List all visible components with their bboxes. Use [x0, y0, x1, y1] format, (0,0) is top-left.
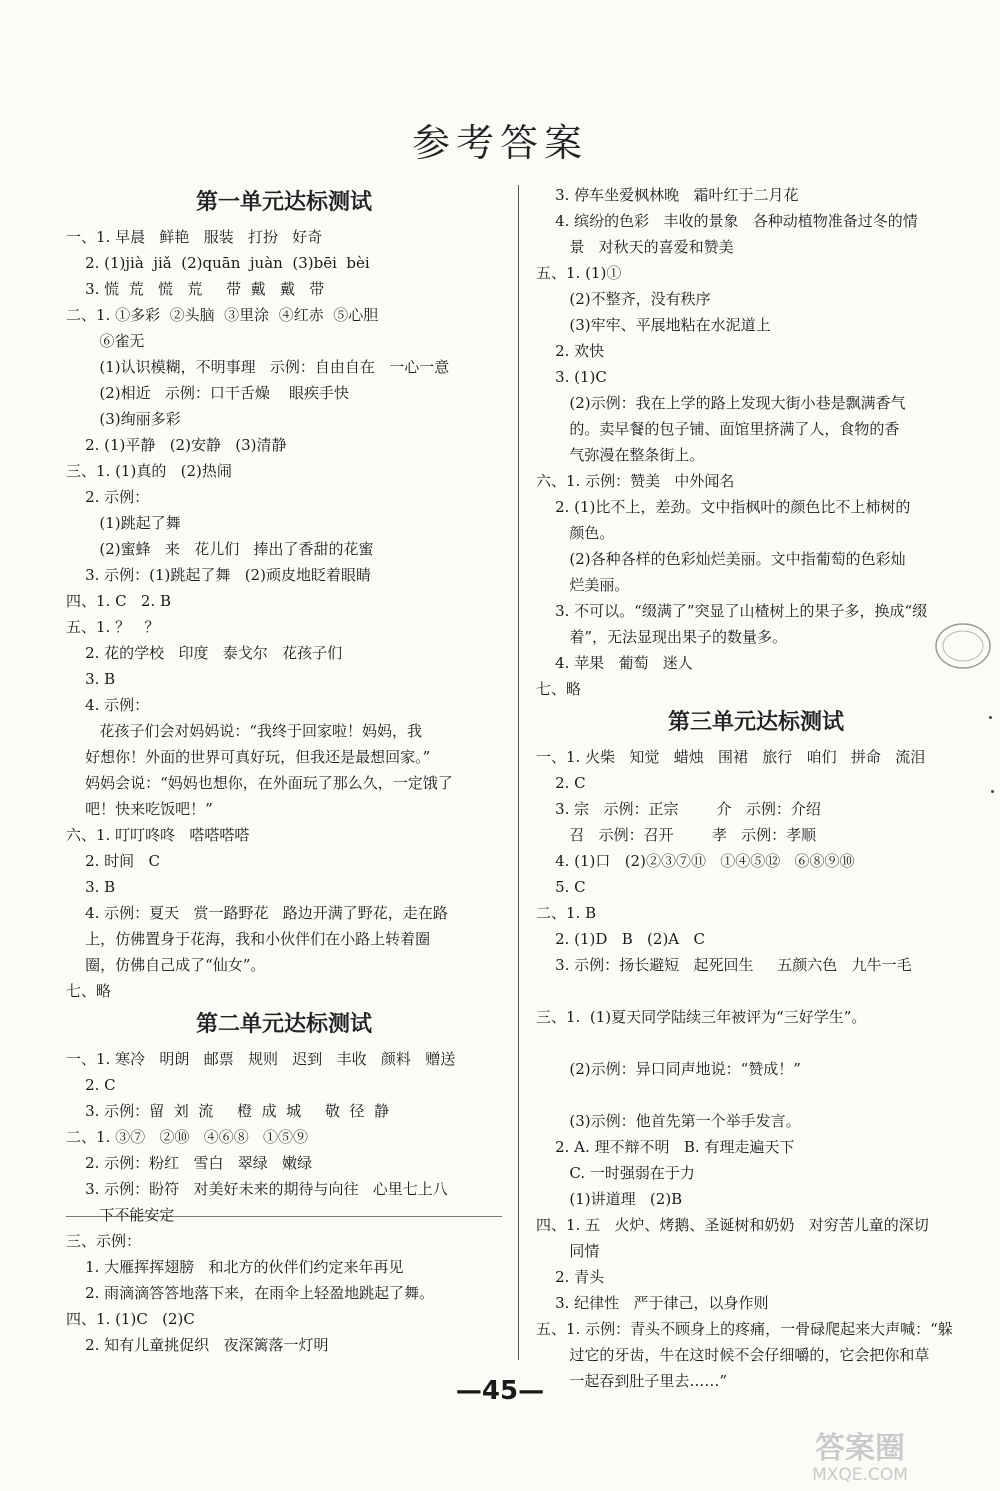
answer-line: (1)讲道理 (2)B: [536, 1190, 683, 1208]
answer-line: (3)绚丽多彩: [66, 410, 181, 428]
answer-line: 六、1. 叮叮咚咚 嗒嗒嗒嗒: [66, 826, 250, 844]
answer-line: 的。卖早餐的包子铺、面馆里挤满了人，食物的香: [536, 420, 900, 438]
answer-line: 3. 纪律性 严于律己，以身作则: [536, 1294, 769, 1312]
answer-line: 花孩子们会对妈妈说：“我终于回家啦！妈妈，我: [66, 722, 423, 740]
answer-line: 五、1. ？ ？: [66, 618, 160, 636]
answer-line: 3. 示例：盼符 对美好未来的期待与向往 心里七上八: [66, 1180, 448, 1198]
answer-line: 2. (1)D B (2)A C: [536, 930, 705, 948]
answer-line: [536, 1030, 976, 1056]
answer-line: C. 一时强弱在于力: [536, 1164, 695, 1182]
answer-line: (2)蜜蜂 来 花儿们 捧出了香甜的花蜜: [66, 540, 374, 558]
answer-line: (3)示例：他首先第一个举手发言。: [536, 1112, 801, 1130]
answer-line: 3. 示例：(1)跳起了舞 (2)顽皮地眨着眼睛: [66, 566, 371, 584]
answer-line: 五、1. (1)①: [536, 264, 622, 282]
answer-line: 2. 欢快: [536, 342, 605, 360]
answer-line: 1. 大雁挥挥翅膀 和北方的伙伴们约定来年再见: [66, 1258, 404, 1276]
answer-line: 七、略: [66, 982, 112, 1000]
answer-line: 好想你！外面的世界可真好玩，但我还是最想回家。”: [66, 748, 431, 766]
answer-line: 2. 知有儿童挑促织 夜深篱落一灯明: [66, 1336, 329, 1354]
answer-line: 2. A. 理不辩不明 B. 有理走遍天下: [536, 1138, 795, 1156]
answer-line: 上，仿佛置身于花海，我和小伙伴们在小路上转着圈: [66, 930, 431, 948]
answer-line: 圈，仿佛自己成了“仙女”。: [66, 956, 266, 974]
answer-line: 召 示例：召开 孝 示例：孝顺: [536, 826, 817, 844]
watermark-subtext: MXQE.COM: [812, 1465, 908, 1484]
answer-line: 三、1. (1)夏天同学陆续三年被评为“三好学生”。: [536, 1008, 867, 1026]
page-number: —45—: [455, 1376, 545, 1406]
answer-line: 2. 青头: [536, 1268, 605, 1286]
answer-line: 七、略: [536, 680, 582, 698]
answer-line: (3)牢牢、平展地粘在水泥道上: [536, 316, 771, 334]
right-column: [536, 182, 976, 1394]
answer-line: 二、1. ①多彩 ②头脑 ③里涂 ④红赤 ⑤心胆: [66, 306, 379, 324]
answer-line: 景 对秋天的喜爱和赞美: [536, 238, 734, 256]
answer-line: 2. (1)平静 (2)安静 (3)清静: [66, 436, 287, 454]
answer-line: 一、1. 火柴 知觉 蜡烛 围裙 旅行 咱们 拼命 流泪: [536, 748, 926, 766]
speck-mark: [989, 716, 992, 719]
answer-line: 气弥漫在整条街上。: [536, 446, 705, 464]
answer-line: 4. 示例：夏天 赏一路野花 路边开满了野花，走在路: [66, 904, 448, 922]
answer-line: 3. 停车坐爱枫林晚 霜叶红于二月花: [536, 186, 799, 204]
section-title: 第三单元达标测试: [667, 709, 844, 735]
answer-line: 3. B: [66, 878, 116, 896]
answer-line: 二、1. ③⑦ ②⑩ ④⑥⑧ ①⑤⑨: [66, 1128, 308, 1146]
answer-line: 颜色。: [536, 524, 615, 542]
answer-line: 四、1. C 2. B: [66, 592, 171, 610]
watermark-logo: [750, 1428, 980, 1484]
answer-line: 二、1. B: [536, 904, 597, 922]
answer-line: 2. 示例：粉红 雪白 翠绿 嫩绿: [66, 1154, 313, 1172]
answer-line: 一、1. 寒冷 明朗 邮票 规则 迟到 丰收 颜料 赠送: [66, 1050, 456, 1068]
answer-line: (2)相近 示例：口干舌燥 眼疾手快: [66, 384, 350, 402]
answer-line: 2. 花的学校 印度 泰戈尔 花孩子们: [66, 644, 343, 662]
watermark-text: 答案圈: [815, 1431, 905, 1466]
answer-line: 三、1. (1)真的 (2)热闹: [66, 462, 232, 480]
section-title: 第二单元达标测试: [195, 1011, 372, 1037]
answer-line: (1)认识模糊，不明事理 示例：自由自在 一心一意: [66, 358, 450, 376]
answer-line: 一起吞到肚子里去……”: [536, 1372, 728, 1390]
answer-line: (2)不整齐，没有秩序: [536, 290, 711, 308]
answer-line: 妈妈会说：“妈妈也想你，在外面玩了那么久，一定饿了: [66, 774, 453, 792]
answer-line: (2)各种各样的色彩灿烂美丽。文中指葡萄的色彩灿: [536, 550, 906, 568]
answer-line: 4. 缤纷的色彩 丰收的景象 各种动植物准备过冬的情: [536, 212, 918, 230]
answer-line: 3. B: [66, 670, 116, 688]
answer-line: 3. 不可以。“缀满了”突显了山楂树上的果子多，换成“缀: [536, 602, 928, 620]
answer-line: 2. (1)jià jiǎ (2)quān juàn (3)bēi bèi: [66, 254, 370, 272]
answer-line: 同情: [536, 1242, 600, 1260]
answer-line: [536, 978, 976, 1004]
answer-line: 4. (1)口 (2)②③⑦⑪ ①④⑤⑫ ⑥⑧⑨⑩: [536, 852, 855, 870]
answer-line: 2. 雨滴滴答答地落下来，在雨伞上轻盈地跳起了舞。: [66, 1284, 435, 1302]
answer-line: 3. 慌 荒 慌 荒 带 戴 戴 带: [66, 280, 325, 298]
answer-line: 三、示例：: [66, 1232, 142, 1250]
section-title: 第一单元达标测试: [195, 189, 372, 215]
answer-line: 4. 示例：: [66, 696, 150, 714]
answer-line: (1)跳起了舞: [66, 514, 181, 532]
answer-line: 2. (1)比不上，差劲。文中指枫叶的颜色比不上柿树的: [536, 498, 911, 516]
answer-line: 五、1. 示例：青头不顾身上的疼痛，一骨碌爬起来大声喊：“躲: [536, 1320, 953, 1338]
answer-line: 四、1. (1)C (2)C: [66, 1310, 195, 1328]
answer-line: 吧！快来吃饭吧！”: [66, 800, 213, 818]
answer-line: ⑥雀无: [66, 332, 145, 350]
answer-line: (2)示例：异口同声地说：“赞成！”: [536, 1060, 801, 1078]
answer-line: (2)示例：我在上学的路上发现大街小巷是飘满香气: [536, 394, 906, 412]
answer-line: 5. C: [536, 878, 586, 896]
answer-line: 3. 示例：留 刘 流 橙 成 城 敬 径 静: [66, 1102, 390, 1120]
speck-mark: [991, 790, 994, 793]
page-title: 参考答案: [411, 121, 588, 165]
answer-line: 六、1. 示例：赞美 中外闻名: [536, 472, 735, 490]
answer-line: 烂美丽。: [536, 576, 630, 594]
answer-line: [536, 1082, 976, 1108]
answer-line: 3. 宗 示例：正宗 介 示例：介绍: [536, 800, 821, 818]
answer-line: 2. 示例：: [66, 488, 150, 506]
answer-line: 2. C: [66, 1076, 116, 1094]
answer-line: 着”，无法显现出果子的数量多。: [536, 628, 788, 646]
answer-line: 2. C: [536, 774, 586, 792]
answer-line: 3. (1)C: [536, 368, 607, 386]
left-column: [66, 182, 502, 1358]
answer-line: 3. 示例：扬长避短 起死回生 五颜六色 九牛一毛: [536, 956, 912, 974]
answer-line: 一、1. 早晨 鲜艳 服装 打扮 好奇: [66, 228, 323, 246]
answer-line: 4. 苹果 葡萄 迷人: [536, 654, 693, 672]
answer-line: 2. 时间 C: [66, 852, 160, 870]
column-divider: [518, 185, 519, 1360]
answer-line: 过它的牙齿，牛在这时候不会仔细嚼的，它会把你和草: [536, 1346, 930, 1364]
stamp-seal: [933, 620, 993, 672]
answer-line: 四、1. 五 火炉、烤鹅、圣诞树和奶奶 对穷苦儿童的深切: [536, 1216, 929, 1234]
answer-line: 下不能安定: [66, 1206, 175, 1224]
